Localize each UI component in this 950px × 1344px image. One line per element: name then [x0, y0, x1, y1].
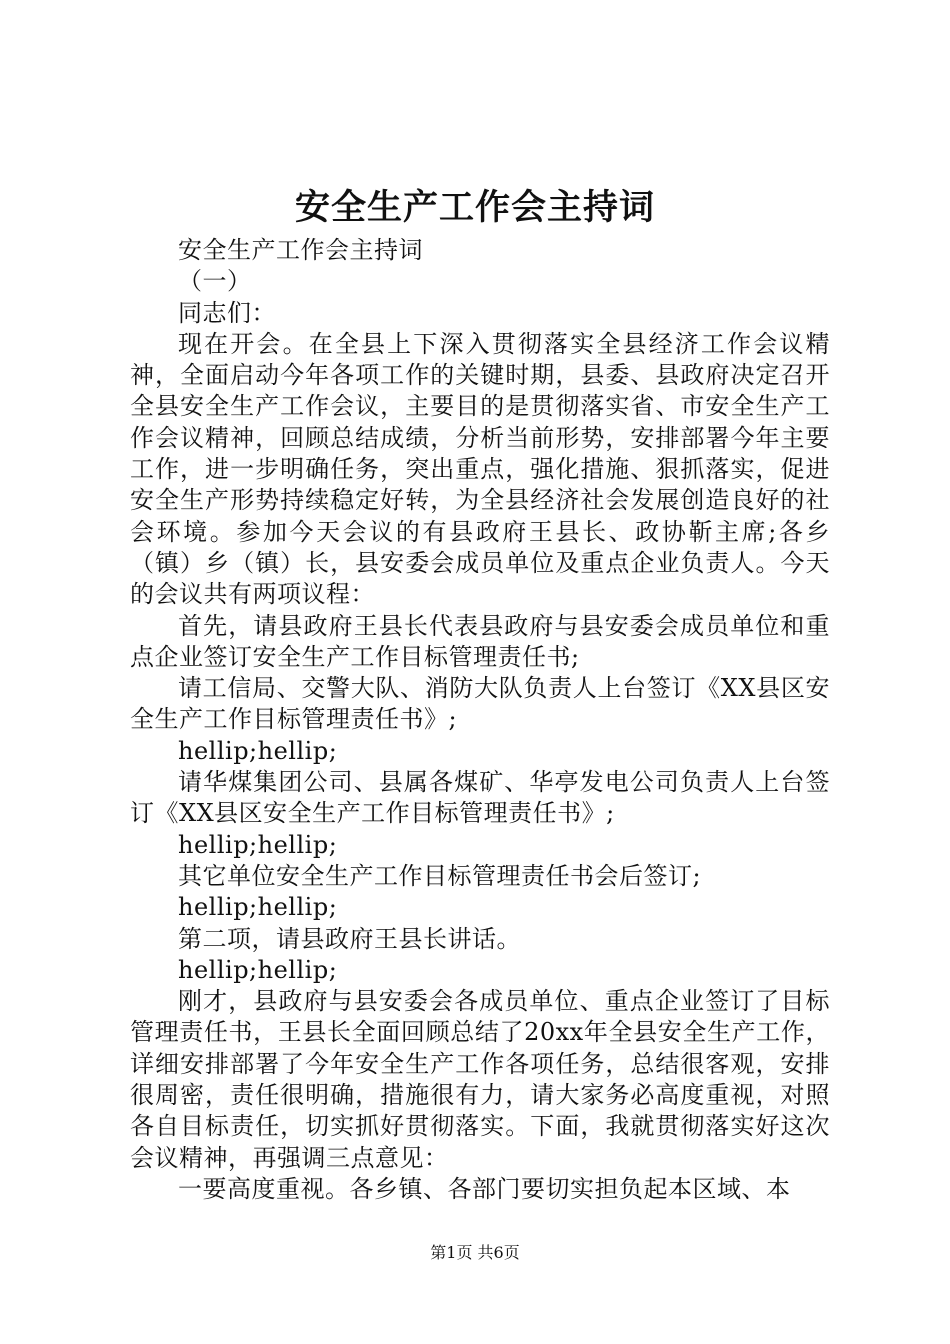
paragraph-summary: 刚才，县政府与县安委会各成员单位、重点企业签订了目标管理责任书，王县长全面回顾总结了20xx年全县安全生产工作，详细安排部署了今年安全生产工作各项任务，总结很客观，安排很周密，责任很明确，措施很有力，请大家务必高度重视，对照各自目标责任，切实抓好贯彻落实。下面，我就贯彻落实好这次会议精神，再强调三点意见：: [130, 987, 830, 1172]
paragraph-ellipsis: hellip;hellip;: [178, 736, 338, 765]
paragraph-other-units: 其它单位安全生产工作目标管理责任书会后签订;: [178, 861, 702, 890]
paragraph-signing-departments: 请工信局、交警大队、消防大队负责人上台签订《XX县区安全生产工作目标管理责任书》;: [130, 674, 830, 734]
paragraph-agenda-second: 第二项，请县政府王县长讲话。: [178, 924, 521, 953]
paragraph-ellipsis: hellip;hellip;: [178, 955, 338, 984]
paragraph-point-one: 一要高度重视。各乡镇、各部门要切实担负起本区域、本: [178, 1174, 791, 1203]
paragraph-ellipsis: hellip;hellip;: [178, 830, 338, 859]
paragraph-signing-enterprises: 请华煤集团公司、县属各煤矿、华亭发电公司负责人上台签订《XX县区安全生产工作目标管理责任书》;: [130, 768, 830, 828]
paragraph-subtitle: 安全生产工作会主持词: [178, 236, 423, 264]
paragraph-agenda-first: 首先，请县政府王县长代表县政府与县安委会成员单位和重点企业签订安全生产工作目标管理责任书;: [130, 611, 830, 671]
paragraph-ellipsis: hellip;hellip;: [178, 893, 338, 922]
paragraph-salutation: 同志们：: [178, 298, 276, 327]
paragraph-opening: 现在开会。在全县上下深入贯彻落实全县经济工作会议精神，全面启动今年各项工作的关键时期，县委、县政府决定召开全县安全生产工作会议，主要目的是贯彻落实省、市安全生产工作会议精神，回顾总结成绩，分析当前形势，安排部署今年主要工作，进一步明确任务，突出重点，强化措施、狠抓落实，促进安全生产形势持续稳定好转，为全县经济社会发展创造良好的社会环境。参加今天会议的有县政府王县长、政协靳主席;各乡（镇）乡（镇）长，县安委会成员单位及重点企业负责人。今天的会议共有两项议程：: [130, 329, 830, 609]
paragraph-section-number: （一）: [178, 267, 252, 296]
document-title: 安全生产工作会主持词: [294, 187, 655, 228]
page-number-footer: 第1页 共6页: [430, 1243, 520, 1262]
document-body: [130, 235, 830, 1205]
